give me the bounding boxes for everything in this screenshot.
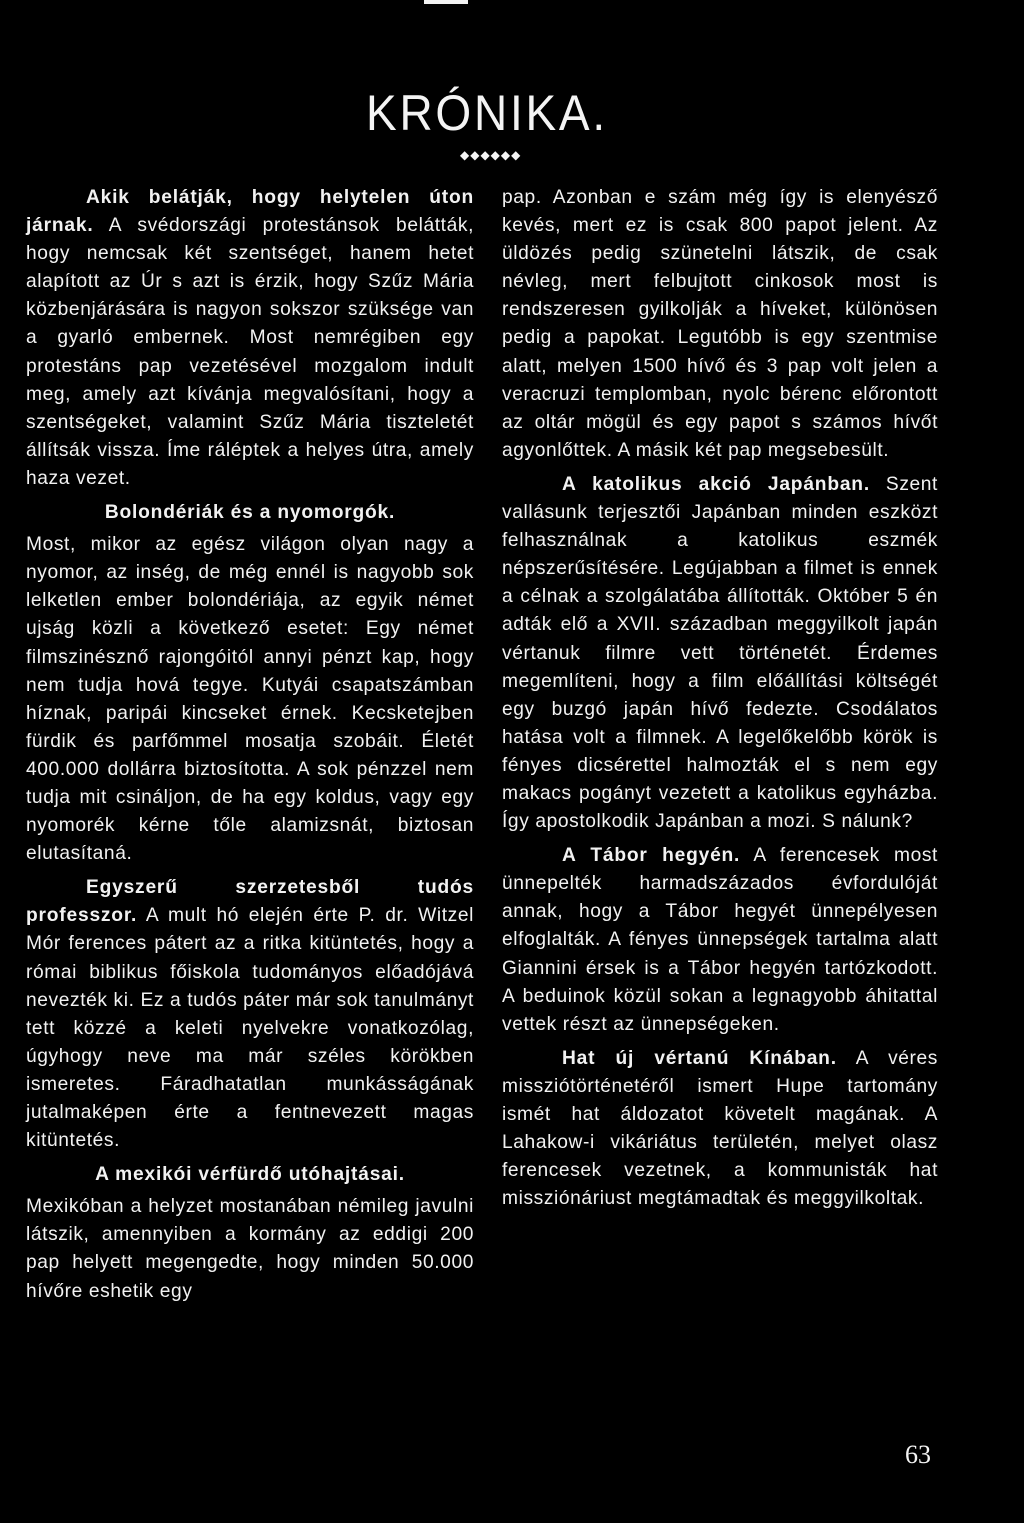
- article-body: pap. Azonban e szám még így is elenyésző kevés, mert ez is csak 800 papot jelent. Az üldözés pedig szünetelni látszik, de csak névleg, mert felbujtott cinkosok most is rendszeresen gyilkolják a híveket, különösen pedig a papokat. Legutóbb is egy szentmise alatt, melyen 1500 hívő és 3 pap volt jelen a veracruzi templomban, nyolc bérenc előrontott az oltár mögül és egy papot s számos hívőt agyonlőttek. A másik két pap megsebesült.: [502, 187, 938, 461]
- article-mexico: [26, 1193, 474, 1305]
- article-body: Szent vallásunk terjesztői Japánban minden eszközt felhasználnak a katolikus eszmék népszerűsítésére. Legújabban a filmet is ennek a célnak a szolgálatába állították. Október 5 én adták elő a XVII. században meggyilkolt japán vértanuk filmre vett történetét. Érdemes megemlíteni, hogy a film előállítási költségét egy buzgó japán hívő fedezte. Csodálatos hatása volt a filmnek. A legelőkelőbb körök is fényes dicsérettel halmozták el s nem egy makacs pogányt vezetett a katolikus egyházba. Így apostolkodik Japánban a mozi. S nálunk?: [502, 473, 938, 833]
- page-title: KRÓNIKA.: [366, 85, 608, 141]
- article-heading: A mexikói vérfürdő utóhajtásai.: [95, 1164, 405, 1186]
- article-body: A ferencesek most ünnepelték harmadszázados évfordulóját annak, hogy a Tábor hegyét ünnepélyesen elfoglalták. A fényes ünnepségek tartalma alatt Giannini érsek is a Tábor hegyén tartózkodott. A beduinok közül sokan a legnagyobb áhitattal vettek részt az ünnepségeken.: [502, 845, 938, 1035]
- page-number: 63: [905, 1440, 931, 1469]
- article-professor: [26, 874, 474, 1155]
- article-body: A svédországi protestánsok belátták, hogy nemcsak két szentséget, hanem hetet alapított az Úr s azt is érzik, hogy Szűz Mária közbenjárására is nagyon sokszor szüksége van a gyarló embernek. Most nemrégiben egy protestáns pap vezetésével mozgalom indult meg, amely azt kívánja megvalósítani, hogy a szentségeket, valamint Szűz Mária tiszteletét állítsák vissza. Íme ráléptek a helyes útra, amely haza vezet.: [26, 215, 474, 489]
- article-japan: [502, 471, 938, 836]
- left-column: [26, 184, 474, 1312]
- article-heading: Egyszerű szerzetesből tudós professzor.: [26, 877, 474, 927]
- article-protestants: [26, 184, 474, 493]
- page-header: [0, 84, 1024, 174]
- article-heading-block: [26, 1161, 474, 1189]
- article-heading: A Tábor hegyén.: [562, 845, 741, 867]
- title-ornament: ◆◆◆◆◆◆: [460, 148, 522, 162]
- article-body: Mexikóban a helyzet mostanában némileg javulni látszik, amennyiben a kormány az eddigi 200 pap helyett megengedte, hogy minden 50.000 hívőre eshetik egy: [26, 1196, 474, 1302]
- article-bolonderiak: [26, 531, 474, 868]
- article-heading: Hat új vértanú Kínában.: [562, 1047, 837, 1069]
- article-body: A véres missziótörténetéről ismert Hupe tartomány ismét hat áldozatot követelt magának. A Lahakow-i vikáriátus területén, melyet olasz ferencesek vezetnek, a kommunisták hat missziónáriust megtámadtak és meggyilkoltak.: [502, 1047, 938, 1210]
- article-body: A mult hó elején érte P. dr. Witzel Mór ferences pátert az a ritka kitüntetés, hogy a római biblikus főiskola tudományos előadójává nevezték ki. Ez a tudós páter már sok tanulmányt tett közzé a keleti nyelvekre vonatkozólag, úgyhogy neve ma már széles körökben ismeretes. Fáradhatatlan munkásságának jutalmaképen érte a fentnevezett magas kitüntetés.: [26, 905, 474, 1152]
- article-china: [502, 1045, 938, 1214]
- article-body: Most, mikor az egész világon olyan nagy a nyomor, az inség, de még ennél is nagyobb sok lelketlen ember bolondériája, az egyik német ujság közli a következő esetet: Egy német filmszinésznő rajongóitól annyi pénzt kap, hogy nem tudja hová tegye. Kutyái csapatszámban híznak, paripái kincseket érnek. Kecsketejben fürdik és parfőmmel mosatja szobáit. Életét 400.000 dollárra biztosította. A sok pénzzel nem tudja mit csináljon, de ha egy koldus, vagy egy nyomorék kérne tőle alamizsnát, biztosan elutasítaná.: [26, 534, 474, 865]
- article-mexico-continued: [502, 184, 938, 465]
- article-tabor: [502, 842, 938, 1039]
- top-edge-mark: [424, 0, 468, 4]
- article-heading: Akik belátják, hogy helytelen úton járnak.: [26, 187, 474, 237]
- article-heading-block: [26, 499, 474, 527]
- right-column: [502, 184, 938, 1219]
- article-heading: Bolondériák és a nyomorgók.: [104, 502, 396, 524]
- article-heading: A katolikus akció Japánban.: [562, 473, 870, 495]
